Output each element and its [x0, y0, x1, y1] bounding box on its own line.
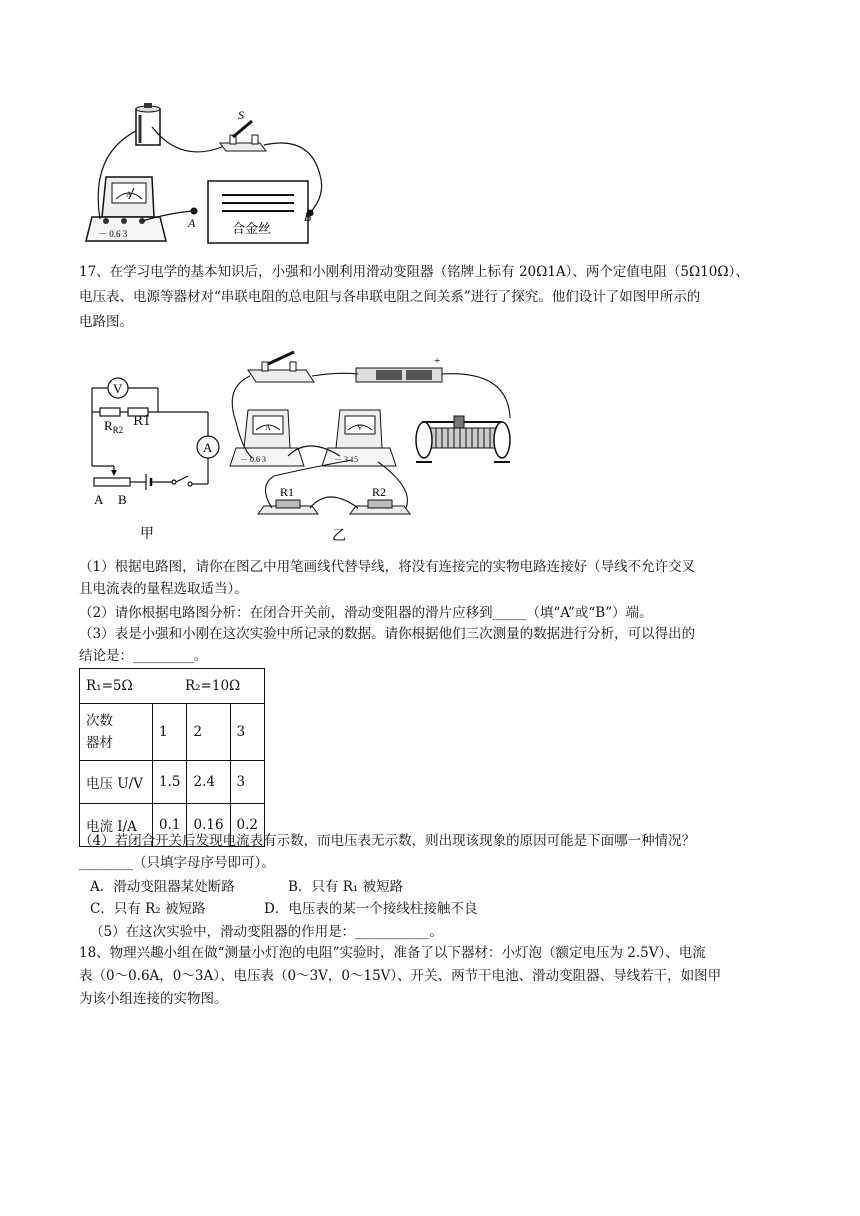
q17-part3-line-2: 结论是：_________。 — [79, 648, 208, 664]
yi-rheostat-icon — [416, 416, 510, 462]
yi-caption: 乙 — [332, 529, 346, 544]
q18-line-3: 为该小组连接的实物图。 — [79, 991, 228, 1007]
q17-intro-line-3: 电路图。 — [79, 314, 133, 330]
alloy-wire-label: 合金丝 — [232, 221, 272, 236]
yi-plus-sign: + — [434, 355, 441, 367]
jia-r2-label: $R_{R2}$ — [104, 418, 124, 435]
table-corner-cell — [80, 704, 153, 761]
jia-r2-text: R2 — [112, 425, 124, 435]
jia-voltmeter-letter: V — [113, 381, 123, 396]
jia-ammeter-letter: A — [203, 440, 213, 455]
jia-point-b: B — [118, 492, 127, 507]
data-table — [79, 668, 265, 847]
point-b-label: B — [304, 210, 312, 224]
yi-r2-label: R2 — [372, 485, 387, 499]
jia-r1-text: R1 — [133, 414, 152, 429]
q17-part4-line-1: （4）若闭合开关后发现电流表有示数，而电压表无示数，则出现该现象的原因可能是下面哪一种情况？ — [79, 833, 696, 849]
schematic-jia — [80, 370, 225, 540]
switch-icon — [220, 121, 266, 151]
q17-part4-line-2: ________（只填字母序号即可）。 — [79, 855, 275, 871]
q17-part2: （2）请你根据电路图分析：在闭合开关前，滑动变阻器的滑片应移到_____（填“A”或“B”）端。 — [79, 605, 653, 621]
option-d: D．电压表的某一个接线柱接触不良 — [264, 901, 478, 917]
table-col-1: 1 — [153, 704, 187, 761]
yi-resistor-r1-icon — [258, 500, 318, 514]
battery-icon — [136, 103, 160, 145]
table-r1: R₁=5Ω — [86, 678, 133, 694]
table-row — [80, 761, 265, 804]
q17-part5: （5）在这次实验中，滑动变阻器的作用是：___________。 — [90, 924, 443, 940]
q17-intro-line-1: 17、在学习电学的基本知识后，小强和小刚利用滑动变阻器（铭牌上标有 20Ω1A）、两个定值电阻（5Ω10Ω）、 — [79, 264, 749, 280]
alloy-wire-circuit-figure — [80, 95, 340, 250]
table-header-row — [80, 669, 265, 704]
table-row — [80, 704, 265, 761]
option-a: A．滑动变阻器某处断路 — [90, 879, 235, 895]
q17-part3-line-1: （3）表是小强和小刚在这次实验中所记录的数据。请你根据他们三次测量的数据进行分析，可以得出的 — [79, 626, 696, 642]
table-cell: 1.5 — [153, 761, 187, 804]
yi-ammeter-letter: A — [265, 423, 271, 432]
yi-switch-icon — [248, 352, 314, 382]
table-row-label: 电压 U/V — [80, 761, 153, 804]
yi-voltmeter-letter: V — [357, 423, 363, 432]
yi-resistor-r2-icon — [350, 500, 410, 514]
jia-point-a: A — [94, 492, 104, 507]
ammeter-letter: A — [126, 190, 132, 199]
q17-intro-line-2: 电压表、电源等器材对“串联电阻的总电阻与各串联电阻之间关系”进行了探究。他们设计了如图甲所示的 — [79, 289, 701, 305]
table-row-label: 电流 I/A — [80, 804, 153, 847]
yi-r1-label: R1 — [280, 485, 295, 499]
q18-line-2: 表（0～0.6A，0～3A）、电压表（0～3V，0～15V）、开关、两节干电池、滑动变阻器、导线若干，如图甲 — [79, 968, 722, 984]
table-cell: 2.4 — [187, 761, 230, 804]
option-b: B．只有 R₁ 被短路 — [288, 879, 404, 895]
point-a-label: A — [188, 216, 196, 230]
option-c: C．只有 R₂ 被短路 — [90, 901, 206, 917]
jia-caption: 甲 — [140, 527, 154, 540]
apparatus-yi — [228, 348, 528, 544]
table-head-count: 次数 — [86, 713, 113, 729]
table-cell: 0.1 — [153, 804, 187, 847]
q17-part1-line-1: （1）根据电路图，请你在图乙中用笔画线代替导线，将没有连接完的实物电路连接好（导线不允许交叉 — [79, 559, 696, 575]
yi-battery-icon — [356, 368, 442, 382]
table-cell: 0.2 — [230, 804, 264, 847]
switch-label: S — [238, 108, 244, 122]
table-cell: 0.16 — [187, 804, 230, 847]
q17-part1-line-2: 且电流表的量程选取适当）。 — [79, 581, 248, 597]
table-head-item: 器材 — [86, 735, 113, 751]
table-r2: R₂=10Ω — [184, 678, 241, 694]
table-cell: 3 — [230, 761, 264, 804]
table-resistor-values — [80, 669, 265, 704]
q18-line-1: 18、物理兴趣小组在做“测量小灯泡的电阻”实验时，准备了以下器材：小灯泡（额定电压为 2.5V）、电流 — [79, 945, 706, 961]
table-col-3: 3 — [230, 704, 264, 761]
table-col-2: 2 — [187, 704, 230, 761]
ammeter-terminals-label: － 0.6 3 — [98, 229, 128, 239]
yi-voltmeter-terminals: － 3 15 — [334, 455, 358, 464]
yi-ammeter-terminals: － 0.6 3 — [240, 455, 266, 464]
jia-r1-label — [133, 414, 151, 429]
